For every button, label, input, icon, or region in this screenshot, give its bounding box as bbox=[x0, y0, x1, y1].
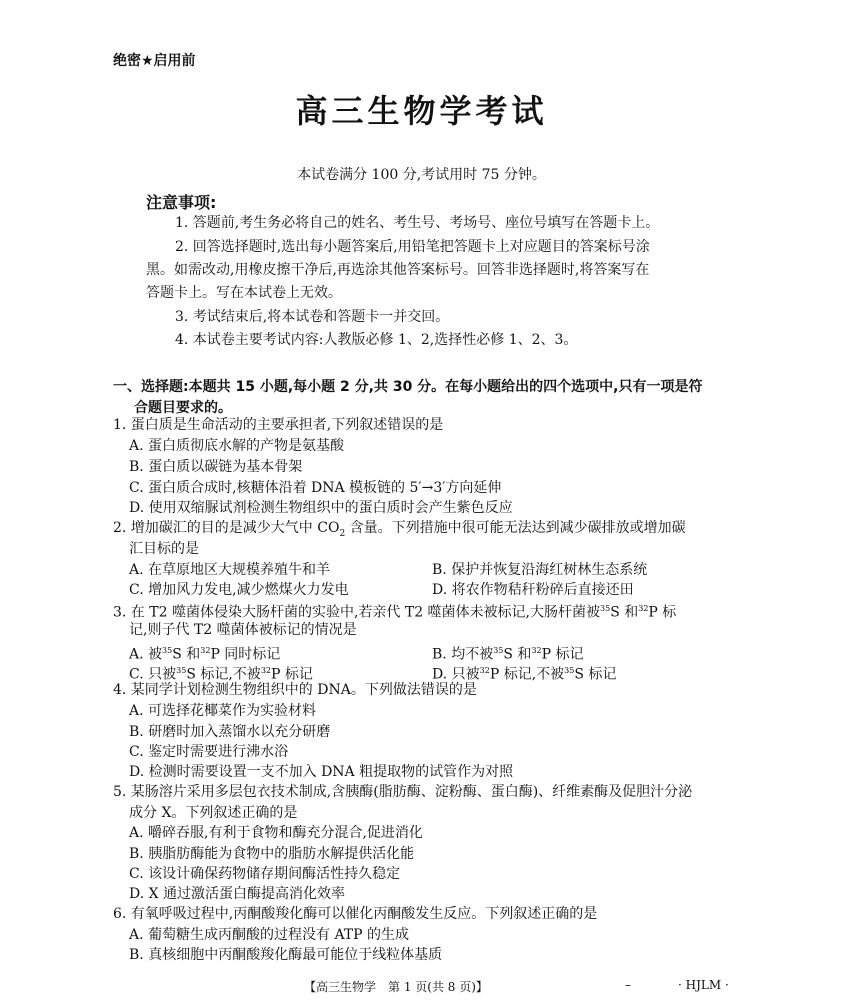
page-footer: 【高三生物学 第 1 页(共 8 页)】 bbox=[304, 980, 488, 994]
question-option: B. 真核细胞中丙酮酸羧化酶最可能位于线粒体基质 bbox=[129, 947, 443, 963]
question-option: A. 葡萄糖生成丙酮酸的过程没有 ATP 的生成 bbox=[129, 927, 410, 943]
question-stem: 3. 在 T2 噬菌体侵染大肠杆菌的实验中,若亲代 T2 噬菌体未被标记,大肠杆菌被$^{35}$S 和$^{32}$P 标 bbox=[113, 604, 677, 621]
notice-line: 1. 答题前,考生务必将自己的姓名、考生号、考场号、座位号填写在答题卡上。 bbox=[175, 215, 660, 231]
question-stem: 6. 有氧呼吸过程中,丙酮酸羧化酶可以催化丙酮酸发生反应。下列叙述正确的是 bbox=[113, 906, 598, 922]
question-option: D. 使用双缩脲试剂检测生物组织中的蛋白质时会产生紫色反应 bbox=[129, 500, 513, 516]
secret-label: 绝密★启用前 bbox=[113, 53, 196, 69]
question-stem: 记,则子代 T2 噬菌体被标记的情况是 bbox=[129, 622, 357, 638]
question-option: B. 蛋白质以碳链为基本骨架 bbox=[129, 459, 303, 475]
question-option: A. 可选择花椰菜作为实验材料 bbox=[129, 703, 317, 719]
footer-code: · HJLM · bbox=[678, 978, 729, 992]
question-stem: 5. 某肠溶片采用多层包衣技术制成,含胰酶(脂肪酶、淀粉酶、蛋白酶)、纤维素酶及促胆汁分泌 bbox=[113, 784, 693, 800]
question-option: D. 只被$^{32}$P 标记,不被$^{35}$S 标记 bbox=[432, 666, 617, 683]
question-option: D. 检测时需要设置一支不加入 DNA 粗提取物的试管作为对照 bbox=[129, 764, 514, 780]
notice-line: 2. 回答选择题时,选出每小题答案后,用铅笔把答题卡上对应题目的答案标号涂 bbox=[175, 239, 650, 255]
section-heading: 一、选择题:本题共 15 小题,每小题 2 分,共 30 分。在每小题给出的四个选项中,只有一项是符 bbox=[113, 379, 703, 395]
question-option: C. 该设计确保药物储存期间酶活性持久稳定 bbox=[129, 866, 401, 882]
exam-title: 高三生物学考试 bbox=[295, 92, 548, 130]
notice-line: 黑。如需改动,用橡皮擦干净后,再选涂其他答案标号。回答非选择题时,将答案写在 bbox=[146, 262, 650, 278]
question-option: C. 鉴定时需要进行沸水浴 bbox=[129, 744, 289, 760]
question-stem: 2. 增加碳汇的目的是减少大气中 $CO_2$ 含量。下列措施中很可能无法达到减少碳排放或增加碳 bbox=[113, 520, 686, 539]
notice-line: 4. 本试卷主要考试内容:人教版必修 1、2,选择性必修 1、2、3。 bbox=[175, 332, 578, 348]
footer-dash: – bbox=[625, 978, 631, 992]
question-option: D. X 通过激活蛋白酶提高消化效率 bbox=[129, 886, 346, 902]
question-option: B. 均不被$^{35}$S 和$^{32}$P 标记 bbox=[432, 646, 584, 663]
question-stem: 成分 X。下列叙述正确的是 bbox=[129, 805, 298, 821]
notice-line: 答题卡上。写在本试卷上无效。 bbox=[146, 285, 342, 301]
question-option: A. 被$^{35}$S 和$^{32}$P 同时标记 bbox=[129, 646, 281, 663]
question-option: B. 保护并恢复沿海红树林生态系统 bbox=[432, 562, 648, 578]
question-option: C. 只被$^{35}$S 标记,不被$^{32}$P 标记 bbox=[129, 666, 313, 683]
question-stem: 1. 蛋白质是生命活动的主要承担者,下列叙述错误的是 bbox=[113, 417, 444, 433]
question-option: A. 蛋白质彻底水解的产物是氨基酸 bbox=[129, 438, 345, 454]
question-option: A. 在草原地区大规模养殖牛和羊 bbox=[129, 562, 331, 578]
question-option: B. 胰脂肪酶能为食物中的脂肪水解提供活化能 bbox=[129, 846, 415, 862]
question-option: B. 研磨时加入蒸馏水以充分研磨 bbox=[129, 724, 331, 740]
notice-line: 3. 考试结束后,将本试卷和答题卡一并交回。 bbox=[175, 309, 450, 325]
question-stem: 汇目标的是 bbox=[129, 541, 199, 557]
notice-heading: 注意事项: bbox=[146, 193, 217, 212]
question-stem: 4. 某同学计划检测生物组织中的 DNA。下列做法错误的是 bbox=[113, 682, 477, 698]
question-option: C. 蛋白质合成时,核糖体沿着 DNA 模板链的 5′→3′方向延伸 bbox=[129, 480, 502, 496]
question-option: D. 将农作物秸秆粉碎后直接还田 bbox=[432, 582, 634, 598]
exam-subtitle: 本试卷满分 100 分,考试用时 75 分钟。 bbox=[297, 167, 546, 183]
question-option: C. 增加风力发电,减少燃煤火力发电 bbox=[129, 582, 349, 598]
section-heading: 合题目要求的。 bbox=[134, 400, 232, 416]
question-option: A. 嚼碎吞服,有利于食物和酶充分混合,促进消化 bbox=[129, 825, 423, 841]
